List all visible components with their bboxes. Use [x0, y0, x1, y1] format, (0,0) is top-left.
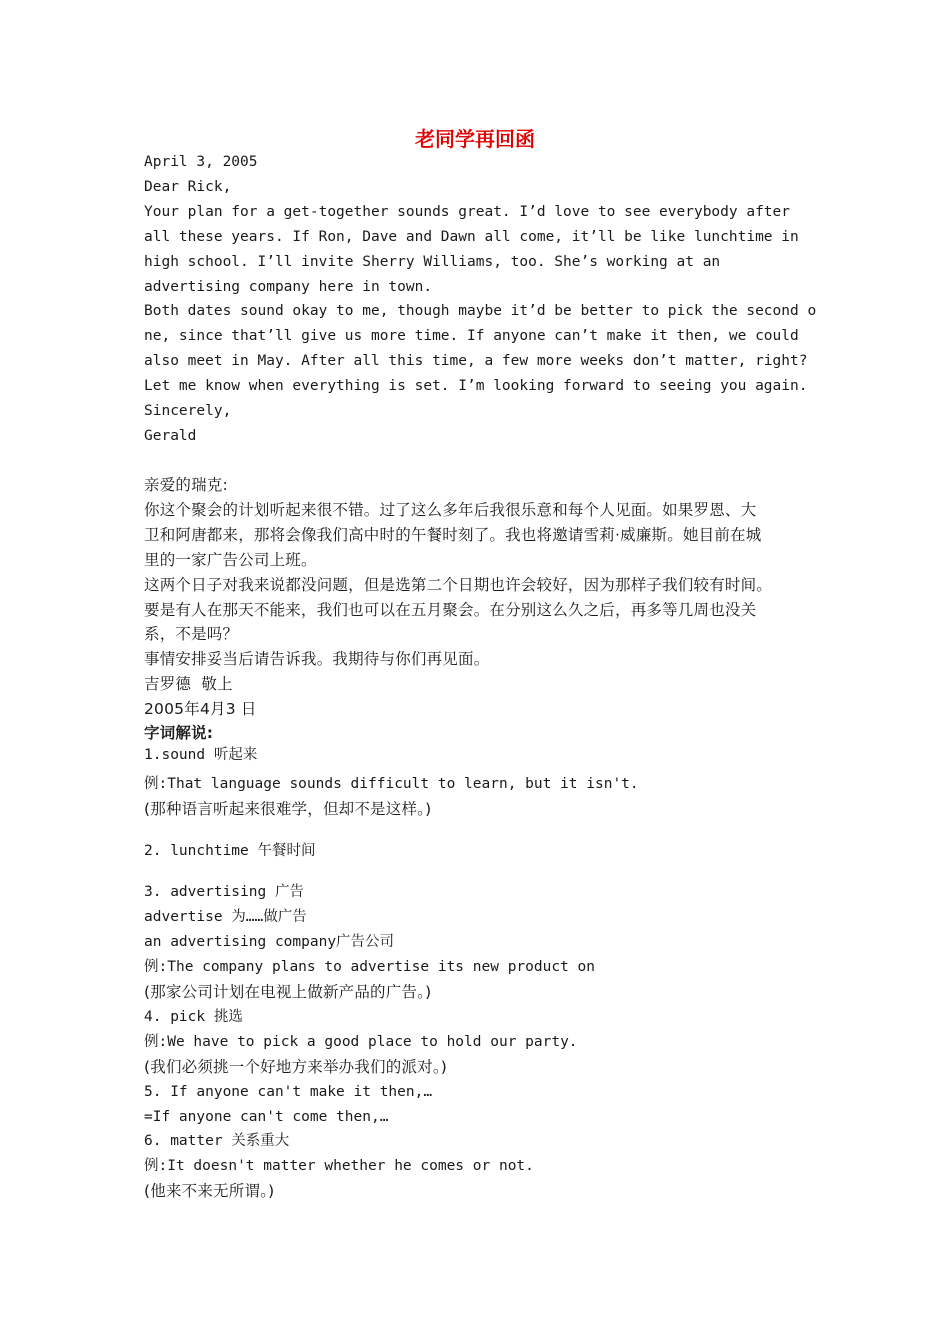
- letter-line: all these years. If Ron, Dave and Dawn all come, it’ll be like lunchtime in: [144, 229, 799, 245]
- translation-line: 要是有人在那天不能来，我们也可以在五月聚会。在分别这么久之后，再多等几周也没关: [144, 601, 757, 619]
- vocab-entry: an advertising company广告公司: [144, 934, 395, 950]
- vocab-translation: (我们必须挑一个好地方来举办我们的派对。): [144, 1058, 448, 1076]
- vocab-entry: 6. matter 关系重大: [144, 1133, 290, 1149]
- letter-line: Both dates sound okay to me, though maybe it’d be better to pick the second o: [144, 303, 817, 319]
- translation-greeting: 亲爱的瑞克:: [144, 476, 228, 494]
- vocab-entry: 1.sound 听起来: [144, 747, 258, 763]
- letter-line: Your plan for a get-together sounds great. I’d love to see everybody after: [144, 204, 791, 220]
- vocab-translation: (那种语言听起来很难学，但却不是这样。): [144, 800, 432, 818]
- vocab-entry: advertise 为……做广告: [144, 909, 307, 925]
- translation-line: 系，不是吗？: [144, 625, 239, 643]
- vocab-entry: 5. If anyone can't make it then,…: [144, 1084, 433, 1100]
- vocab-example: 例:It doesn't matter whether he comes or not.: [144, 1158, 534, 1174]
- vocab-example: 例:That language sounds difficult to learn, but it isn't.: [144, 776, 639, 792]
- page-title: 老同学再回函: [415, 127, 535, 151]
- translation-line: 卫和阿唐都来，那将会像我们高中时的午餐时刻了。我也将邀请雪莉·威廉斯。她目前在城: [144, 526, 762, 544]
- letter-greeting: Dear Rick,: [144, 179, 232, 195]
- translation-date: 2005年4月3 日: [144, 700, 257, 718]
- vocab-translation: (他来不来无所谓。): [144, 1182, 275, 1200]
- vocab-entry: =If anyone can't come then,…: [144, 1109, 389, 1125]
- translation-line: 里的一家广告公司上班。: [144, 551, 317, 569]
- vocab-entry: 4. pick 挑选: [144, 1009, 243, 1025]
- vocab-entry: 2. lunchtime 午餐时间: [144, 843, 316, 859]
- letter-signature: Gerald: [144, 428, 197, 444]
- translation-line: 你这个聚会的计划听起来很不错。过了这么多年后我很乐意和每个人见面。如果罗恩、大: [144, 501, 757, 519]
- letter-line: high school. I’ll invite Sherry Williams, too. She’s working at an: [144, 254, 721, 270]
- letter-line: Let me know when everything is set. I’m looking forward to seeing you again.: [144, 378, 808, 394]
- vocab-example: 例:We have to pick a good place to hold our party.: [144, 1034, 578, 1050]
- vocab-example: 例:The company plans to advertise its new product on: [144, 959, 595, 975]
- vocab-heading: 字词解说:: [144, 724, 214, 742]
- letter-date: April 3, 2005: [144, 154, 258, 170]
- vocab-translation: (那家公司计划在电视上做新产品的广告。): [144, 983, 432, 1001]
- translation-signature: 吉罗德 敬上: [144, 675, 233, 693]
- vocab-entry: 3. advertising 广告: [144, 884, 304, 900]
- letter-closing: Sincerely,: [144, 403, 232, 419]
- translation-line: 事情安排妥当后请告诉我。我期待与你们再见面。: [144, 650, 490, 668]
- letter-line: advertising company here in town.: [144, 279, 433, 295]
- letter-line: ne, since that’ll give us more time. If anyone can’t make it then, we could: [144, 328, 799, 344]
- letter-line: also meet in May. After all this time, a few more weeks don’t matter, right?: [144, 353, 808, 369]
- translation-line: 这两个日子对我来说都没问题，但是选第二个日期也许会较好，因为那样子我们较有时间。: [144, 576, 773, 594]
